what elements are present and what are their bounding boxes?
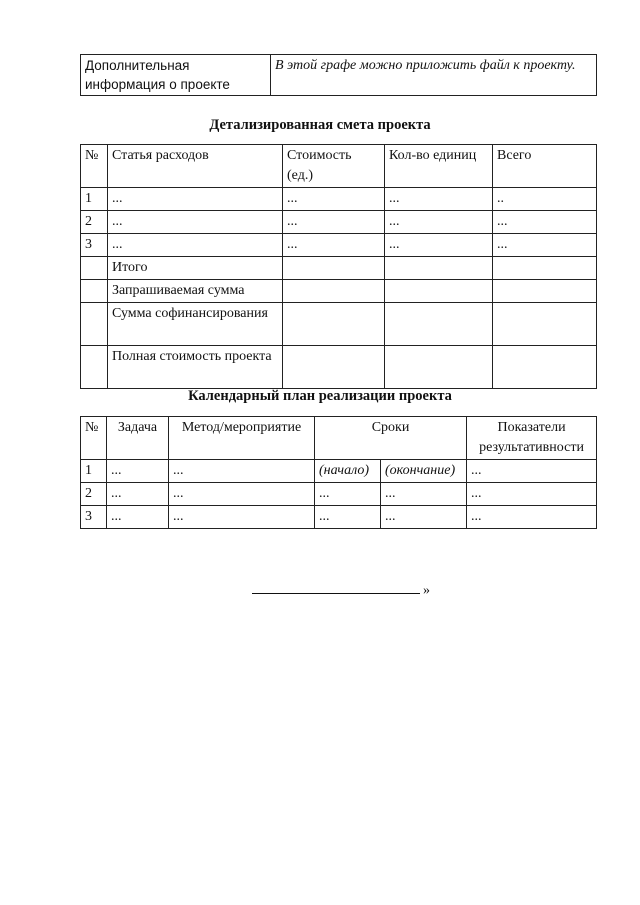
table-header-row [81,417,597,460]
cell: ... [315,483,381,506]
cell: ... [467,506,597,529]
cell: ... [381,483,467,506]
closing-quote: » [423,583,430,598]
cell [493,257,597,280]
cell: 3 [81,506,107,529]
cell-end: (окончание) [381,460,467,483]
table-row [81,303,597,346]
table-row [81,234,597,257]
cell: ... [283,211,385,234]
cell: ... [381,506,467,529]
col-qty-header: Кол-во единиц [385,145,493,188]
cell: ... [315,506,381,529]
cell: ... [283,188,385,211]
cell: ... [169,483,315,506]
cell: ... [467,460,597,483]
col-indicators-header: Показатели результативности [467,417,597,460]
cell [283,346,385,389]
col-dates-header: Сроки [315,417,467,460]
cell [283,257,385,280]
cell [493,280,597,303]
cell: ... [283,234,385,257]
cell: ... [108,211,283,234]
cell [493,303,597,346]
col-number-header: № [81,145,108,188]
budget-title: Детализированная смета проекта [209,117,431,133]
table-row [81,55,597,96]
cell-start: (начало) [315,460,381,483]
budget-table [80,144,597,389]
summary-full-cost-text: Полная стоимость проекта [112,349,272,364]
summary-cofinancing-label: Сумма софинансирования [108,303,283,346]
cell [81,303,108,346]
cell [385,257,493,280]
table-row [81,506,597,529]
signature-blank [252,579,420,594]
table-row [81,257,597,280]
col-method-header: Метод/мероприятие [169,417,315,460]
cell: ... [385,234,493,257]
table-row [81,280,597,303]
cell: ... [107,460,169,483]
cell: 2 [81,483,107,506]
info-label: Дополнительная информация о проекте [81,55,271,96]
cell [283,303,385,346]
col-total-header: Всего [493,145,597,188]
cell: 3 [81,234,108,257]
cell [385,280,493,303]
table-row [81,188,597,211]
cell [493,346,597,389]
cell [385,346,493,389]
cell: ... [493,211,597,234]
cell [283,280,385,303]
col-task-header: Задача [107,417,169,460]
col-item-header: Статья расходов [108,145,283,188]
info-value-text: В этой графе можно приложить файл к проекту. [275,58,576,73]
cell: ... [467,483,597,506]
cell: ... [385,211,493,234]
cell: ... [169,506,315,529]
cell: ... [108,234,283,257]
table-header-row [81,145,597,188]
cell: ... [493,234,597,257]
summary-full-cost-label [108,346,283,389]
cell: ... [169,460,315,483]
table-row [81,460,597,483]
cell: ... [385,188,493,211]
col-number-header: № [81,417,107,460]
signature-line [252,579,430,599]
cell: .. [493,188,597,211]
cell: ... [107,483,169,506]
additional-info-table [80,54,597,96]
cell: 1 [81,188,108,211]
summary-requested-label: Запрашиваемая сумма [108,280,283,303]
cell: 1 [81,460,107,483]
col-cost-header: Стоимость (ед.) [283,145,385,188]
cell [81,346,108,389]
table-row [81,346,597,389]
table-row [81,483,597,506]
summary-total-label: Итого [108,257,283,280]
cell [385,303,493,346]
cell: ... [108,188,283,211]
cell: ... [107,506,169,529]
cell [81,257,108,280]
table-row [81,211,597,234]
cell: 2 [81,211,108,234]
plan-table [80,416,597,529]
cell [81,280,108,303]
plan-title: Календарный план реализации проекта [188,388,452,404]
info-value [271,55,597,96]
